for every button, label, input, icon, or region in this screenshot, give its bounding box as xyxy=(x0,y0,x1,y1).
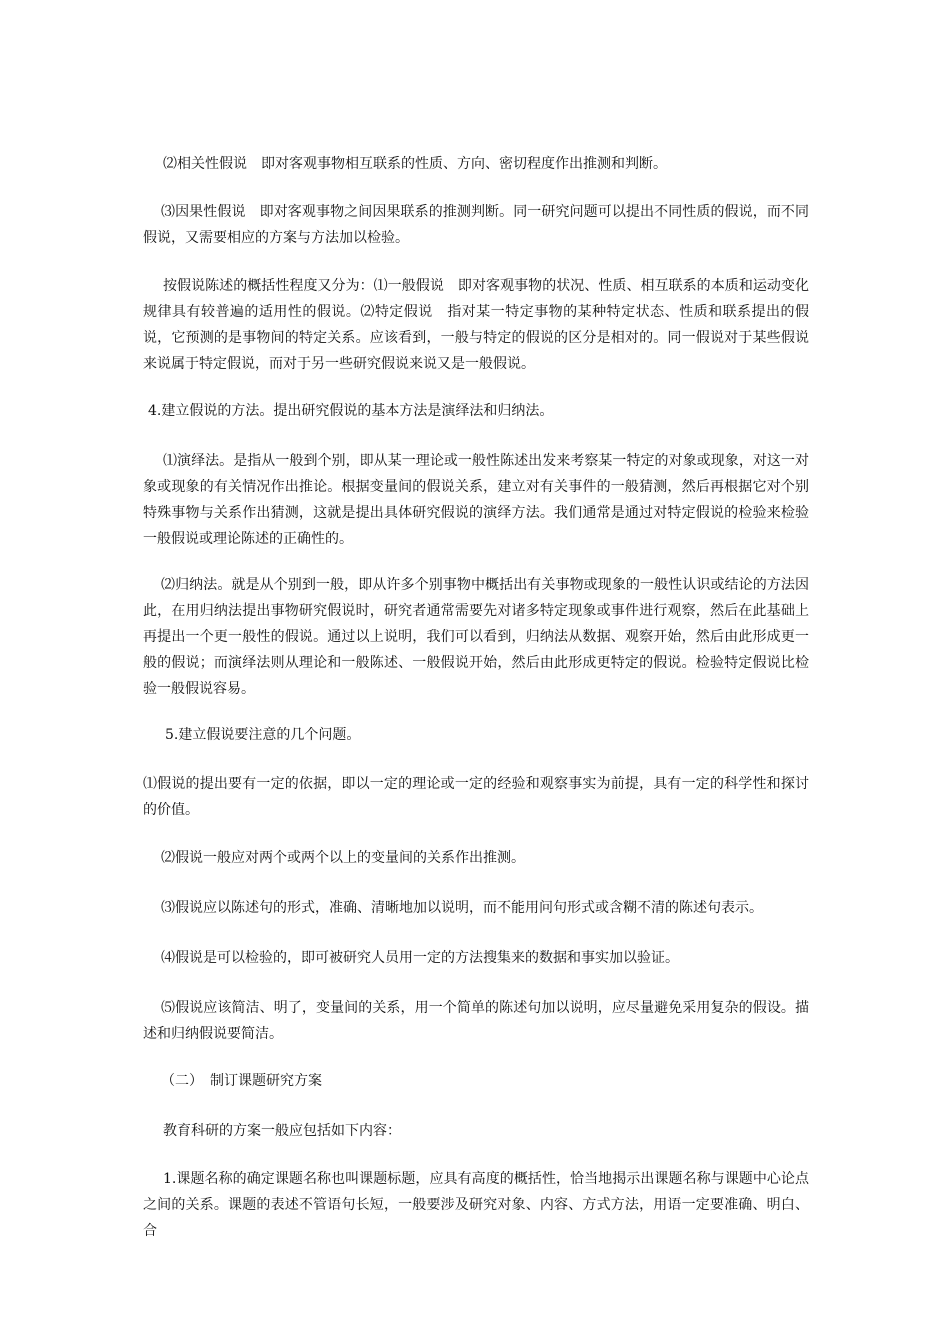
paragraph-note-1: ⑴假说的提出要有一定的依据，即以一定的理论或一定的经验和观察事实为前提，具有一定的科学性和探讨的价值。 xyxy=(143,776,809,818)
paragraph-note-4: ⑷假说是可以检验的，即可被研究人员用一定的方法搜集来的数据和事实加以验证。 xyxy=(161,950,679,966)
paragraph-topic-name: 1.课题名称的确定课题名称也叫课题标题，应具有高度的概括性，恰当地揭示出课题名称与课题中心论点之间的关系。课题的表述不管语句长短，一般要涉及研究对象、内容、方式方法，用语一定要准确、明白、合 xyxy=(143,1171,809,1239)
paragraph-inductive-method: ⑵归纳法。就是从个别到一般，即从许多个别事物中概括出有关事物或现象的一般性认识或结论的方法因此，在用归纳法提出事物研究假说时，研究者通常需要先对诸多特定现象或事件进行观察，然后在此基础上再提出一个更一般性的假说。通过以上说明，我们可以看到，归纳法从数据、观察开始，然后由此形成更一般的假说；而演绎法则从理论和一般陈述、一般假说开始，然后由此形成更特定的假说。检验特定假说比检验一般假说容易。 xyxy=(143,577,809,697)
heading-hypothesis-methods: 4.建立假说的方法。提出研究假说的基本方法是演绎法和归纳法。 xyxy=(148,403,554,419)
paragraph-note-3: ⑶假说应以陈述句的形式，准确、清晰地加以说明，而不能用问句形式或含糊不清的陈述句表示。 xyxy=(161,900,763,916)
heading-research-plan: （二） 制订课题研究方案 xyxy=(161,1073,322,1089)
paragraph-note-5: ⑸假说应该简洁、明了，变量间的关系，用一个简单的陈述句加以说明，应尽量避免采用复杂的假设。描述和归纳假说要简洁。 xyxy=(143,1000,809,1042)
paragraph-note-2: ⑵假说一般应对两个或两个以上的变量间的关系作出推测。 xyxy=(161,850,525,866)
paragraph-plan-contents: 教育科研的方案一般应包括如下内容： xyxy=(163,1123,401,1139)
paragraph-correlational-hypothesis: ⑵相关性假说 即对客观事物相互联系的性质、方向、密切程度作出推测和判断。 xyxy=(163,156,667,172)
paragraph-causal-hypothesis: ⑶因果性假说 即对客观事物之间因果联系的推测判断。同一研究问题可以提出不同性质的假说，而不同假说，又需要相应的方案与方法加以检验。 xyxy=(143,204,809,246)
heading-hypothesis-notes: 5.建立假说要注意的几个问题。 xyxy=(165,727,361,743)
paragraph-generality-classification: 按假说陈述的概括性程度又分为：⑴一般假说 即对客观事物的状况、性质、相互联系的本质和运动变化规律具有较普遍的适用性的假说。⑵特定假说 指对某一特定事物的某种特定状态、性质和联系提出的假说，它预测的是事物间的特定关系。应该看到，一般与特定的假说的区分是相对的。同一假说对于某些假说来说属于特定假说，而对于另一些研究假说来说又是一般假说。 xyxy=(143,278,809,372)
paragraph-deductive-method: ⑴演绎法。是指从一般到个别，即从某一理论或一般性陈述出发来考察某一特定的对象或现象，对这一对象或现象的有关情况作出推论。根据变量间的假说关系，建立对有关事件的一般猜测，然后再根据它对个别特殊事物与关系作出猜测，这就是提出具体研究假说的演绎方法。我们通常是通过对特定假说的检验来检验一般假说或理论陈述的正确性的。 xyxy=(143,453,809,547)
